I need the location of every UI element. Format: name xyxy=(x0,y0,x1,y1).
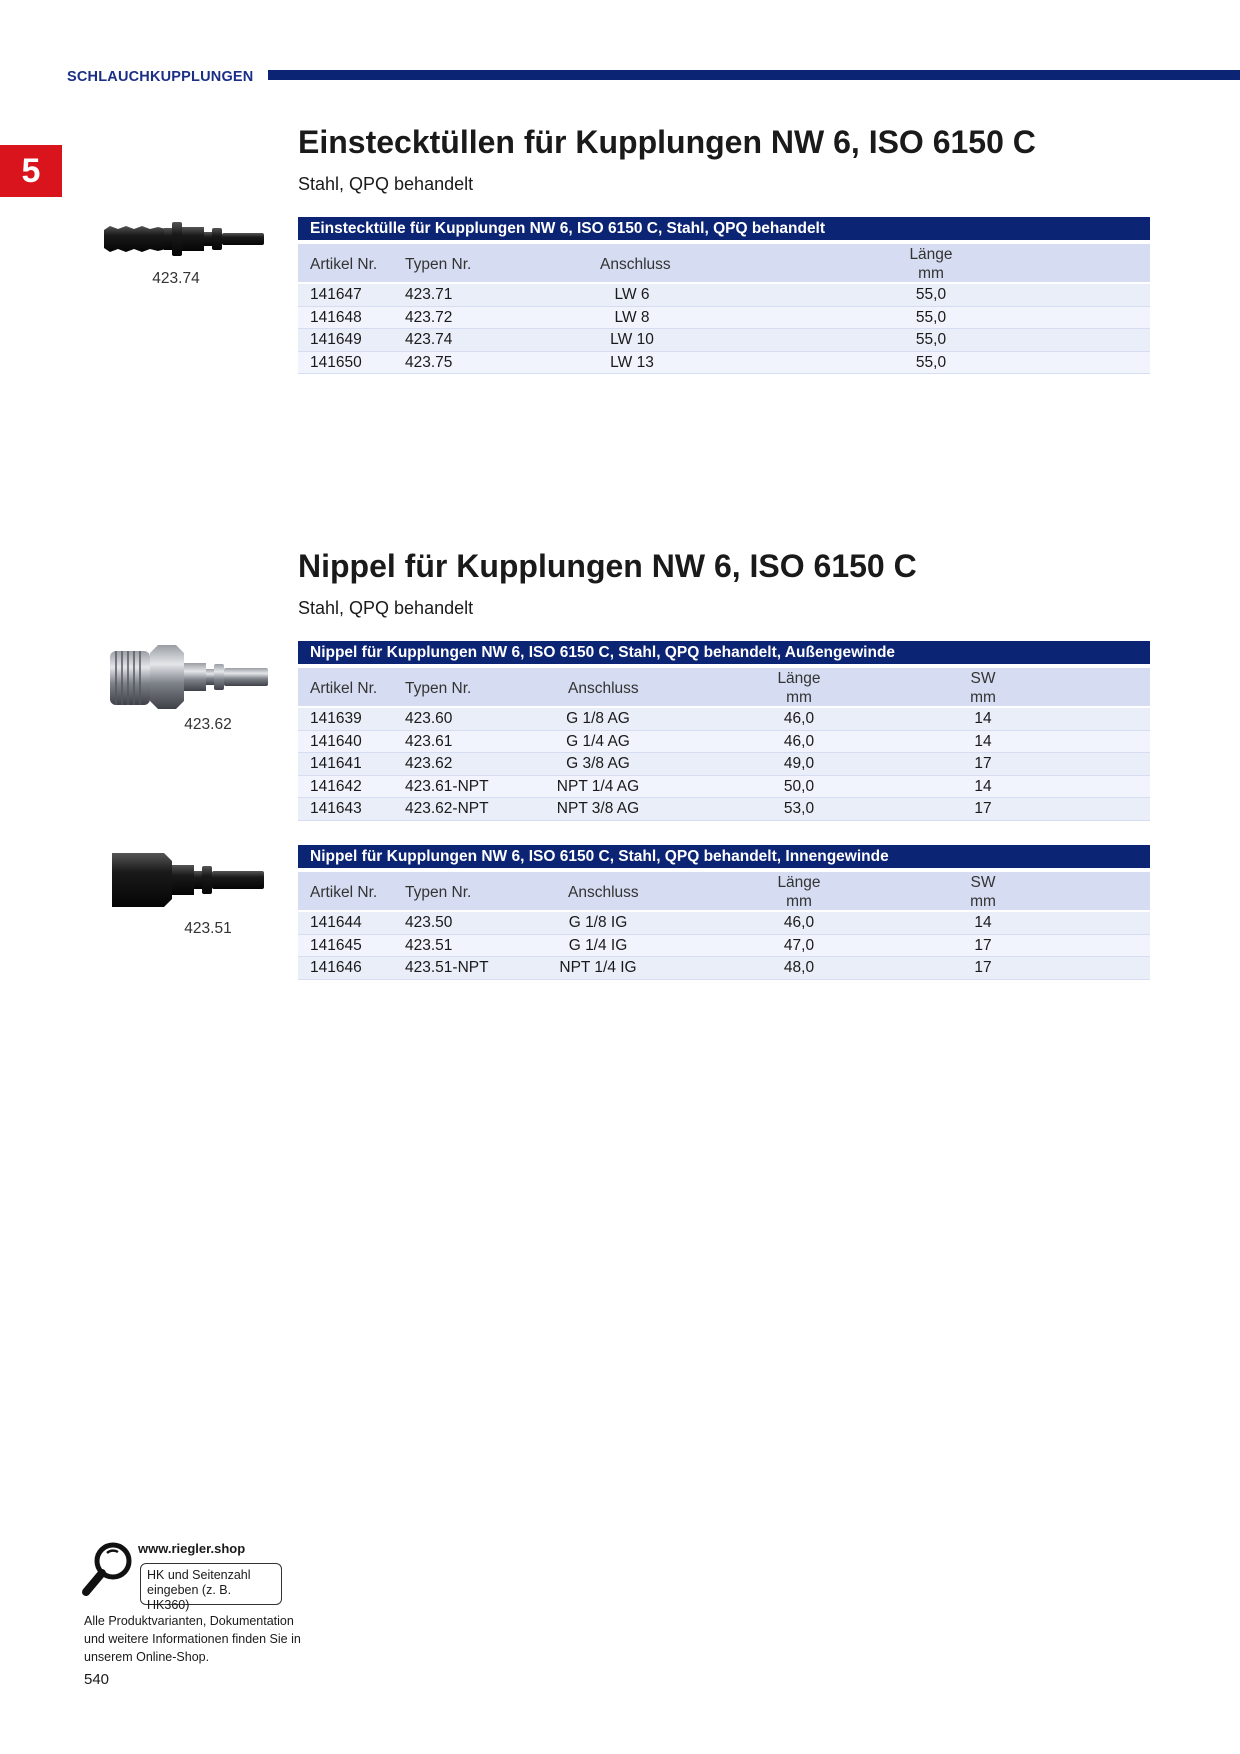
col-laenge-label: Länge xyxy=(909,246,953,263)
cell-typen: 423.62 xyxy=(405,755,453,772)
cell-laenge: 46,0 xyxy=(783,914,815,931)
cell-typen: 423.61 xyxy=(405,732,453,750)
cell-anschluss: LW 10 xyxy=(610,331,654,348)
product-table xyxy=(298,641,1150,821)
table-row xyxy=(298,776,1150,799)
product-table xyxy=(298,845,1150,980)
cell-laenge: 55,0 xyxy=(915,331,947,348)
page-number: 540 xyxy=(84,1671,110,1688)
cell-sw: 17 xyxy=(974,755,992,772)
col-typen: Typen Nr. xyxy=(405,679,472,697)
cell-laenge: 47,0 xyxy=(783,936,815,954)
cell-artikel: 141645 xyxy=(310,936,362,954)
section-subtitle: Stahl, QPQ behandelt xyxy=(298,598,474,618)
chapter-tab: 5 xyxy=(0,145,62,197)
cell-typen: 423.50 xyxy=(405,914,453,931)
header-bar xyxy=(268,70,1240,80)
col-sw-label: SW xyxy=(970,670,996,687)
table-row xyxy=(298,753,1150,776)
table-title: Einstecktülle für Kupplungen NW 6, ISO 6150 C, Stahl, QPQ behandelt xyxy=(298,217,1150,240)
magnifier-icon xyxy=(80,1540,138,1600)
cell-artikel: 141643 xyxy=(310,800,362,817)
col-anschluss: Anschluss xyxy=(568,883,639,901)
cell-anschluss: LW 13 xyxy=(610,353,654,371)
cell-artikel: 141640 xyxy=(310,732,362,750)
cell-laenge: 49,0 xyxy=(783,755,815,772)
col-anschluss: Anschluss xyxy=(600,255,671,273)
cell-artikel: 141641 xyxy=(310,755,362,772)
col-artikel: Artikel Nr. xyxy=(310,679,378,697)
col-laenge-unit: mm xyxy=(918,265,944,282)
cell-anschluss: G 1/8 AG xyxy=(566,710,630,727)
cell-anschluss: G 1/4 IG xyxy=(568,936,628,954)
cell-sw: 17 xyxy=(974,936,992,954)
female-thread-nipple-image xyxy=(108,847,268,913)
col-laenge-label: Länge xyxy=(777,670,821,687)
cell-sw: 17 xyxy=(974,800,992,817)
col-sw-unit: mm xyxy=(970,689,996,706)
section-title: Nippel für Kupplungen NW 6, ISO 6150 C xyxy=(298,548,917,584)
table-row xyxy=(298,912,1150,935)
cell-sw: 14 xyxy=(974,777,992,795)
cell-typen: 423.62-NPT xyxy=(405,800,489,817)
cell-artikel: 141647 xyxy=(310,286,362,303)
image-caption: 423.51 xyxy=(184,920,232,937)
shop-url[interactable]: www.riegler.shop xyxy=(138,1541,246,1556)
cell-artikel: 141648 xyxy=(310,308,362,326)
category-label: SCHLAUCHKUPPLUNGEN xyxy=(67,69,254,85)
table-row xyxy=(298,708,1150,731)
cell-artikel: 141649 xyxy=(310,331,362,348)
section-subtitle: Stahl, QPQ behandelt xyxy=(298,174,474,194)
cell-laenge: 46,0 xyxy=(783,732,815,750)
cell-typen: 423.75 xyxy=(405,353,453,371)
table-row xyxy=(298,798,1150,821)
col-laenge-unit: mm xyxy=(786,893,812,910)
table-header xyxy=(298,244,1150,284)
cell-anschluss: G 1/8 IG xyxy=(568,914,628,931)
product-table xyxy=(298,217,1150,374)
shop-info-text: Alle Produktvarianten, Dokumentation und weitere Informationen finden Sie in unserem Online-Shop. xyxy=(84,1614,301,1664)
col-laenge xyxy=(766,872,832,912)
cell-typen: 423.61-NPT xyxy=(405,777,489,795)
cell-laenge: 55,0 xyxy=(915,308,947,326)
cell-artikel: 141644 xyxy=(310,914,362,931)
col-laenge-unit: mm xyxy=(786,689,812,706)
cell-laenge: 55,0 xyxy=(915,286,947,303)
cell-typen: 423.51 xyxy=(405,936,453,954)
cell-anschluss: LW 8 xyxy=(614,308,650,326)
col-artikel: Artikel Nr. xyxy=(310,255,378,273)
col-sw xyxy=(950,668,1016,708)
shop-hint-box: HK und Seitenzahl eingeben (z. B. HK360) xyxy=(140,1563,282,1605)
male-thread-nipple-image xyxy=(108,643,272,711)
cell-sw: 14 xyxy=(974,732,992,750)
section-title: Einstecktüllen für Kupplungen NW 6, ISO 6150 C xyxy=(298,124,1036,160)
cell-artikel: 141642 xyxy=(310,777,362,795)
cell-anschluss: LW 6 xyxy=(614,286,650,303)
cell-anschluss: NPT 3/8 AG xyxy=(556,800,640,817)
cell-typen: 423.51-NPT xyxy=(405,959,489,976)
image-caption: 423.74 xyxy=(152,270,200,287)
cell-typen: 423.71 xyxy=(405,286,453,303)
cell-laenge: 53,0 xyxy=(783,800,815,817)
cell-laenge: 55,0 xyxy=(915,353,947,371)
cell-anschluss: NPT 1/4 IG xyxy=(559,959,637,976)
cell-laenge: 50,0 xyxy=(783,777,815,795)
col-sw-label: SW xyxy=(970,874,996,891)
col-typen: Typen Nr. xyxy=(405,883,472,901)
col-artikel: Artikel Nr. xyxy=(310,883,378,901)
cell-artikel: 141639 xyxy=(310,710,362,727)
cell-anschluss: G 3/8 AG xyxy=(566,755,630,772)
cell-artikel: 141650 xyxy=(310,353,362,371)
table-row xyxy=(298,284,1150,307)
cell-sw: 14 xyxy=(974,914,992,931)
table-row xyxy=(298,329,1150,352)
col-typen: Typen Nr. xyxy=(405,255,472,273)
cell-sw: 17 xyxy=(974,959,992,976)
hose-nipple-image xyxy=(100,218,268,260)
col-laenge-label: Länge xyxy=(777,874,821,891)
cell-artikel: 141646 xyxy=(310,959,362,976)
col-sw-unit: mm xyxy=(970,893,996,910)
cell-anschluss: NPT 1/4 AG xyxy=(556,777,640,795)
col-sw xyxy=(950,872,1016,912)
image-caption: 423.62 xyxy=(184,716,232,733)
table-row xyxy=(298,731,1150,754)
table-title: Nippel für Kupplungen NW 6, ISO 6150 C, Stahl, QPQ behandelt, Innengewinde xyxy=(298,845,1150,868)
table-header xyxy=(298,872,1150,912)
cell-typen: 423.60 xyxy=(405,710,453,727)
col-anschluss: Anschluss xyxy=(568,679,639,697)
cell-anschluss: G 1/4 AG xyxy=(566,732,630,750)
cell-sw: 14 xyxy=(974,710,992,727)
table-row xyxy=(298,307,1150,330)
table-title: Nippel für Kupplungen NW 6, ISO 6150 C, Stahl, QPQ behandelt, Außengewinde xyxy=(298,641,1150,664)
table-row xyxy=(298,352,1150,375)
col-laenge xyxy=(766,668,832,708)
cell-laenge: 46,0 xyxy=(783,710,815,727)
cell-typen: 423.72 xyxy=(405,308,453,326)
table-header xyxy=(298,668,1150,708)
cell-laenge: 48,0 xyxy=(783,959,815,976)
table-row xyxy=(298,957,1150,980)
col-laenge xyxy=(898,244,964,284)
table-row xyxy=(298,935,1150,958)
cell-typen: 423.74 xyxy=(405,331,453,348)
